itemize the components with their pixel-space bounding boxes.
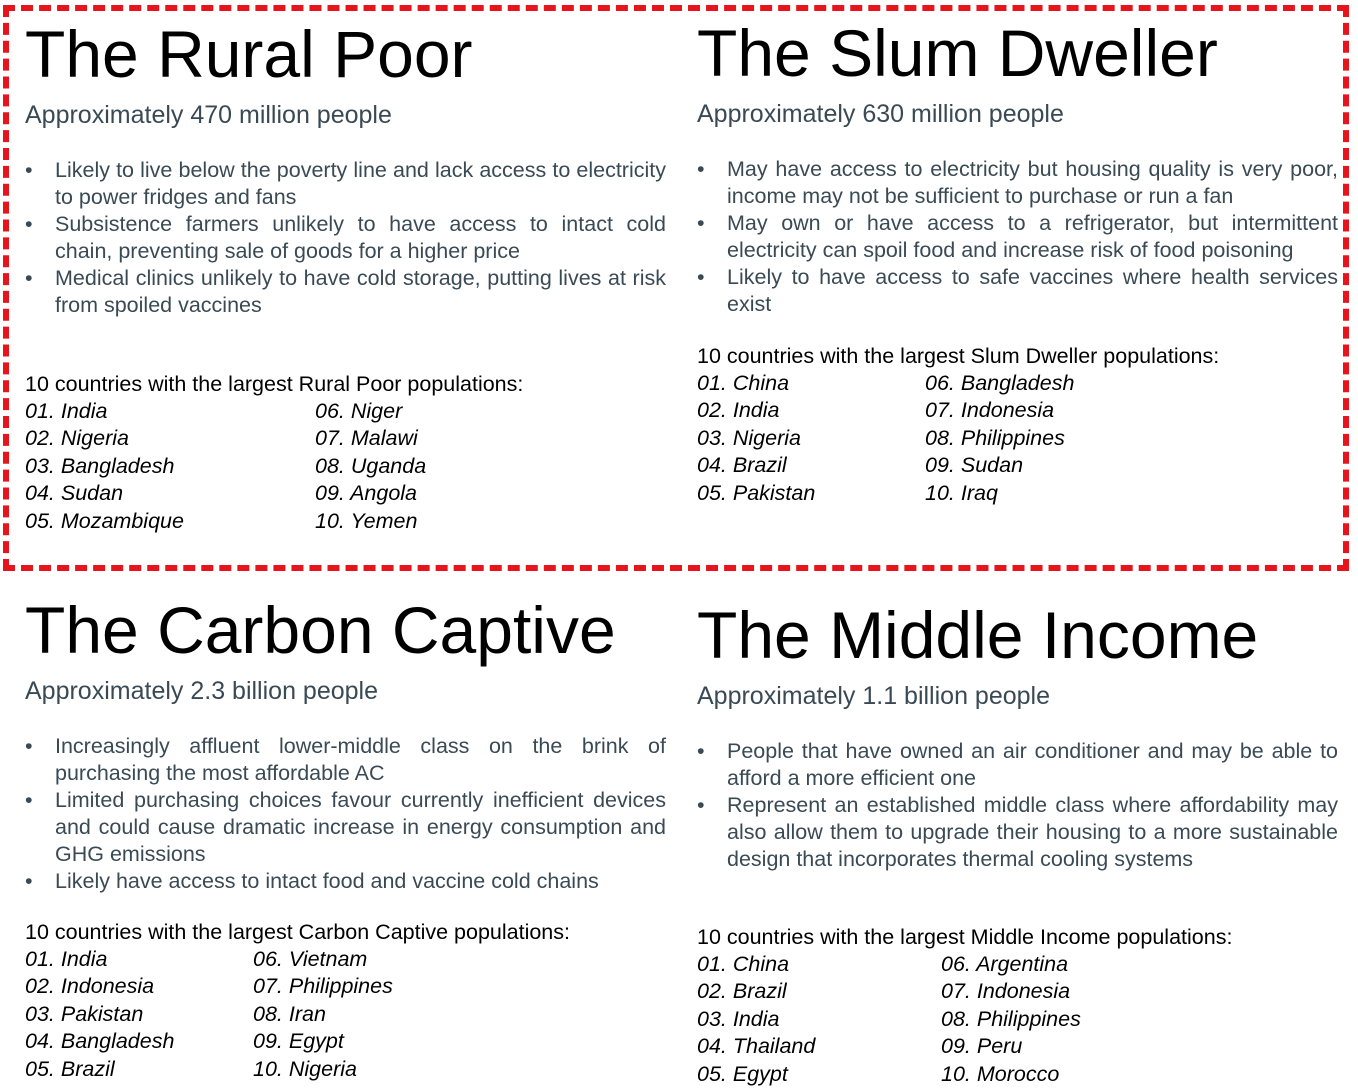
country-item: 03. Bangladesh bbox=[25, 453, 175, 478]
bullet-list bbox=[25, 157, 666, 319]
bullet-item: • Medical clinics unlikely to have cold storage, putting lives at risk from spoiled vaccines bbox=[25, 265, 666, 319]
country-item: 09. Egypt bbox=[253, 1029, 344, 1054]
country-item: 10. Nigeria bbox=[253, 1056, 357, 1081]
bullet-item: • Increasingly affluent lower-middle class on the brink of purchasing the most affordable AC bbox=[25, 733, 666, 787]
country-item: 05. Pakistan bbox=[697, 480, 816, 505]
bullet-item: • May own or have access to a refrigerator, but intermittent electricity can spoil food and increase risk of food poisoning bbox=[697, 210, 1338, 264]
bullet-item: • Limited purchasing choices favour currently inefficient devices and could cause dramatic increase in energy consumption and GHG emissions bbox=[25, 787, 666, 868]
panel-middle-income bbox=[697, 598, 1347, 1087]
panel-rural-poor bbox=[25, 17, 675, 541]
country-item: 05. Mozambique bbox=[25, 508, 184, 533]
country-item: 03. Pakistan bbox=[25, 1001, 144, 1026]
countries-heading: 10 countries with the largest Rural Poor populations: bbox=[25, 372, 524, 396]
country-item: 04. Sudan bbox=[25, 481, 124, 506]
country-item: 10. Iraq bbox=[925, 480, 998, 505]
bullet-list bbox=[697, 738, 1338, 873]
country-list bbox=[697, 951, 1141, 1088]
country-item: 07. Malawi bbox=[315, 426, 418, 451]
country-item: 06. Argentina bbox=[941, 952, 1069, 976]
country-item: 03. Nigeria bbox=[697, 425, 801, 450]
country-item: 01. India bbox=[25, 947, 108, 971]
countries-heading: 10 countries with the largest Middle Income populations: bbox=[697, 925, 1233, 949]
country-item: 07. Indonesia bbox=[941, 979, 1071, 1004]
countries-heading: 10 countries with the largest Carbon Captive populations: bbox=[25, 920, 570, 944]
country-item: 02. Brazil bbox=[697, 979, 787, 1004]
country-item: 09. Angola bbox=[315, 481, 418, 506]
country-item: 06. Bangladesh bbox=[925, 371, 1075, 395]
country-item: 06. Niger bbox=[315, 399, 403, 423]
panel-slum-dweller bbox=[697, 16, 1347, 540]
country-item: 08. Philippines bbox=[941, 1006, 1081, 1031]
bullet-item: • Subsistence farmers unlikely to have access to intact cold chain, preventing sale of goods for a higher price bbox=[25, 211, 666, 265]
panel-title: The Middle Income bbox=[697, 598, 1259, 672]
country-item: 08. Uganda bbox=[315, 453, 427, 478]
country-item: 05. Brazil bbox=[25, 1056, 115, 1081]
country-item: 03. India bbox=[697, 1006, 780, 1031]
bullet-item: • Represent an established middle class where affordability may also allow them to upgrade their housing to a more sustainable design that incorporates thermal cooling systems bbox=[697, 792, 1338, 873]
country-item: 02. Nigeria bbox=[25, 426, 129, 451]
country-item: 07. Philippines bbox=[253, 974, 393, 999]
panel-subtitle: Approximately 630 million people bbox=[697, 100, 1064, 128]
panel-carbon-captive bbox=[25, 593, 675, 1087]
bullet-item: • Likely to have access to safe vaccines where health services exist bbox=[697, 264, 1338, 318]
country-list bbox=[697, 370, 1125, 507]
country-item: 08. Philippines bbox=[925, 425, 1065, 450]
panel-subtitle: Approximately 1.1 billion people bbox=[697, 682, 1050, 710]
country-item: 08. Iran bbox=[253, 1001, 326, 1026]
country-item: 02. Indonesia bbox=[25, 974, 155, 999]
country-item: 10. Morocco bbox=[941, 1061, 1060, 1086]
country-item: 04. Brazil bbox=[697, 453, 787, 478]
country-item: 10. Yemen bbox=[315, 508, 418, 533]
panel-subtitle: Approximately 470 million people bbox=[25, 101, 392, 129]
country-item: 07. Indonesia bbox=[925, 398, 1055, 423]
bullet-item: • People that have owned an air conditioner and may be able to afford a more efficient one bbox=[697, 738, 1338, 792]
country-item: 01. China bbox=[697, 952, 790, 976]
panel-title: The Slum Dweller bbox=[697, 16, 1218, 90]
country-item: 05. Egypt bbox=[697, 1061, 788, 1086]
panel-subtitle: Approximately 2.3 billion people bbox=[25, 677, 378, 705]
panel-title: The Carbon Captive bbox=[25, 593, 616, 667]
country-item: 01. India bbox=[25, 399, 108, 423]
panel-title: The Rural Poor bbox=[25, 17, 473, 91]
bullet-item: • Likely to live below the poverty line and lack access to electricity to power fridges and fans bbox=[25, 157, 666, 211]
country-item: 04. Thailand bbox=[697, 1034, 816, 1059]
country-item: 09. Sudan bbox=[925, 453, 1024, 478]
bullet-item: • May have access to electricity but housing quality is very poor, income may not be sufficient to purchase or run a fan bbox=[697, 156, 1338, 210]
bullet-item: • Likely have access to intact food and vaccine cold chains bbox=[25, 868, 666, 895]
country-item: 09. Peru bbox=[941, 1034, 1023, 1059]
countries-heading: 10 countries with the largest Slum Dweller populations: bbox=[697, 344, 1220, 368]
country-item: 02. India bbox=[697, 398, 780, 423]
bullet-list bbox=[25, 733, 666, 895]
country-item: 01. China bbox=[697, 371, 790, 395]
country-list bbox=[25, 946, 453, 1083]
country-list bbox=[25, 398, 515, 535]
country-item: 06. Vietnam bbox=[253, 947, 368, 971]
country-item: 04. Bangladesh bbox=[25, 1029, 175, 1054]
bullet-list bbox=[697, 156, 1338, 318]
